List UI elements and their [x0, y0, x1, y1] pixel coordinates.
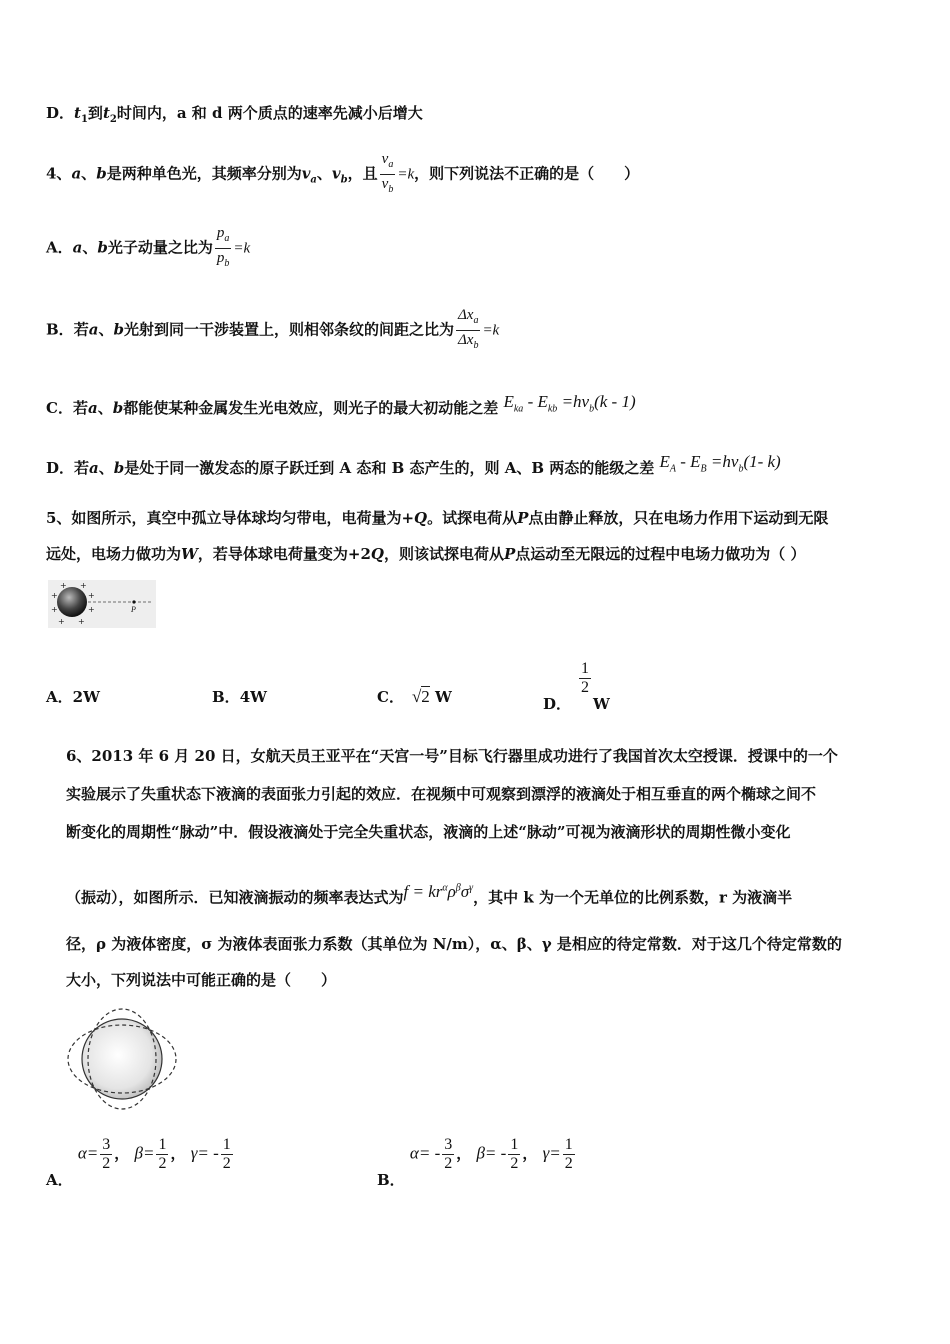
text: ，其中 k 为一个无单位的比例系数，r 为液滴半 — [473, 888, 793, 907]
var-b: b — [97, 238, 108, 257]
unit: W — [435, 688, 452, 706]
svg-text:+: + — [58, 617, 65, 626]
var-a: a — [71, 164, 82, 183]
e: E — [659, 452, 670, 471]
alpha: α — [442, 882, 448, 893]
text: 若 — [72, 399, 88, 417]
gamma-eq: γ= — [542, 1143, 561, 1163]
text: 时间内，a 和 d 两个质点的速率先减小后增大 — [116, 104, 423, 122]
text: ，则下列说法不正确的是（ ） — [414, 164, 640, 183]
den: 2 — [510, 1155, 519, 1172]
droplet-oscillation-figure — [64, 1006, 180, 1112]
question-6-option-b[interactable]: B． α= - $\frac{3}{2}$ ， β= - $\frac{1}{2}$ ， γ= $\frac{1}{2}$ — [377, 1136, 573, 1189]
text: 若 — [73, 320, 89, 339]
sub: b — [340, 174, 348, 186]
t1-sub: 1 — [80, 114, 88, 125]
option-label: A． — [46, 238, 73, 257]
svg-text:+: + — [51, 605, 58, 614]
e: E — [503, 392, 514, 411]
question-6-line-6: 大小，下列说法中可能正确的是（ ） — [66, 971, 337, 989]
option-label: B． — [46, 320, 74, 339]
text: ，若导体球电荷量变为+2 — [197, 545, 371, 563]
e: - E — [676, 452, 701, 471]
sub: b — [224, 258, 230, 269]
text: 5、如图所示，真空中孤立导体球均匀带电，电荷量为+ — [46, 509, 415, 527]
text: 是两种单色光，其频率分别为 — [106, 164, 302, 183]
equals-k: =k — [233, 240, 251, 257]
question-6-line-3: 断变化的周期性“脉动”中．假设液滴处于完全失重状态，液滴的上述“脉动”可视为液滴形状的周期性微小变化 — [66, 823, 791, 841]
text: 到 — [87, 104, 103, 122]
var-a: a — [87, 399, 98, 417]
sub: a — [224, 233, 230, 244]
text: 点由静止释放，只在电场力作用下运动到无限 — [528, 509, 829, 527]
num: p — [216, 225, 225, 241]
fraction — [156, 1136, 168, 1173]
var-a: a — [89, 459, 99, 477]
f: f = kr — [403, 881, 443, 901]
fraction — [579, 660, 591, 697]
var-vb: v — [331, 164, 341, 183]
num: v — [381, 151, 389, 167]
sub: B — [700, 463, 707, 475]
rhs: =hv — [706, 452, 739, 471]
text: 是处于同一激发态的原子跃迁到 A 态和 B 态产生的，则 A、B 两态的能级之差 — [124, 459, 655, 477]
var-w: W — [181, 545, 198, 563]
svg-text:+: + — [88, 591, 95, 600]
option-label: C． — [377, 688, 404, 706]
text: 、 — [316, 164, 332, 183]
sqrt-value: 2 — [421, 687, 430, 706]
beta: β — [455, 882, 461, 893]
var-q: Q — [370, 545, 384, 563]
num: 1 — [510, 1136, 519, 1153]
svg-text:+: + — [80, 581, 87, 590]
fraction — [563, 1136, 575, 1173]
den: v — [381, 176, 389, 192]
option-text: 4W — [239, 688, 267, 706]
question-5-option-d[interactable] — [543, 660, 610, 713]
question-6-line-4 — [66, 881, 793, 908]
sub: a — [310, 174, 317, 186]
text: 远处，电场力做功为 — [46, 545, 182, 563]
sub: b — [388, 184, 394, 195]
energy-formula — [659, 452, 781, 475]
text: 、 — [81, 164, 97, 183]
e: - E — [523, 392, 548, 411]
question-4-option-d[interactable] — [46, 452, 781, 485]
fraction — [100, 1136, 112, 1173]
var-va: v — [301, 164, 311, 183]
option-label: B． — [212, 688, 240, 706]
text: ，则该试探电荷从 — [383, 545, 504, 563]
var-b: b — [112, 399, 124, 417]
option-label: A． — [46, 688, 73, 706]
svg-text:+: + — [88, 605, 95, 614]
sub: b — [589, 403, 595, 415]
point-p-label: P — [131, 605, 136, 614]
gamma: γ — [469, 882, 474, 893]
fraction — [456, 306, 480, 355]
beta-eq: β= — [134, 1143, 155, 1163]
question-5-line-2 — [46, 544, 806, 564]
text: 点运动至无限远的过程中电场力做功为（ ） — [515, 545, 806, 563]
den: 2 — [102, 1155, 111, 1172]
sub: a — [473, 315, 479, 326]
question-5-option-b[interactable] — [212, 686, 267, 707]
rho: ρ — [447, 881, 456, 901]
var-b: b — [96, 164, 107, 183]
fraction — [215, 224, 232, 273]
text: 都能使某种金属发生光电效应，则光子的最大初动能之差 — [123, 399, 499, 417]
ratio-fraction — [380, 150, 396, 199]
num: Δx — [457, 307, 474, 323]
question-4-option-b[interactable] — [46, 306, 499, 355]
text: 光射到同一干涉装置上，则相邻条纹的间距之比为 — [123, 320, 454, 339]
num: 3 — [102, 1136, 111, 1153]
var-b: b — [113, 320, 124, 339]
option-text: 2W — [72, 688, 100, 706]
question-5-line-1 — [46, 508, 828, 528]
tail: (k - 1) — [594, 392, 636, 411]
option-label: D． — [46, 104, 75, 122]
question-5-option-a[interactable] — [46, 686, 100, 707]
text: 若 — [74, 459, 90, 477]
t2-sub: 2 — [109, 114, 117, 125]
t1: t — [74, 104, 81, 122]
energy-formula — [503, 392, 636, 415]
rhs: =hv — [557, 392, 590, 411]
prev-option-d — [46, 103, 423, 130]
var-b: b — [113, 459, 125, 477]
equals-k: =k — [397, 166, 415, 183]
sub: b — [738, 463, 744, 475]
num: 1 — [581, 660, 590, 677]
gamma-eq: γ= - — [190, 1143, 219, 1163]
t2: t — [102, 104, 110, 122]
option-label: C． — [46, 399, 73, 417]
sigma: σ — [460, 881, 470, 901]
text: 、 — [82, 238, 98, 257]
text: 光子动量之比为 — [107, 238, 213, 257]
var-p: P — [517, 509, 529, 527]
question-4-stem — [46, 150, 639, 201]
text: （振动），如图所示．已知液滴振动的频率表达式为 — [66, 888, 404, 907]
text: ，且 — [347, 164, 378, 183]
sub: a — [388, 159, 394, 170]
fraction — [508, 1136, 520, 1173]
fraction — [221, 1136, 233, 1173]
den: 2 — [581, 679, 590, 696]
option-label: B． — [377, 1170, 405, 1189]
beta-eq: β= - — [476, 1143, 507, 1163]
den: p — [216, 250, 225, 266]
charged-sphere-figure — [48, 580, 156, 628]
den: 2 — [564, 1155, 573, 1172]
question-6-option-a[interactable]: A． α= $\frac{3}{2}$ ， β= $\frac{1}{2}$ ， γ= - $\frac{1}{2}$ — [46, 1136, 231, 1189]
alpha-eq: α= - — [409, 1143, 441, 1163]
alpha-eq: α= — [77, 1143, 99, 1163]
sub: A — [669, 463, 676, 475]
text: 、 — [97, 399, 113, 417]
den: 2 — [444, 1155, 453, 1172]
question-4-option-a[interactable] — [46, 224, 250, 273]
den: Δx — [457, 332, 474, 348]
option-label: A． — [46, 1170, 73, 1189]
question-4-option-c[interactable] — [46, 392, 636, 425]
var-a: a — [72, 238, 83, 257]
question-6-line-5: 径，ρ 为液体密度，σ 为液体表面张力系数（其单位为 N/m），α、β、γ 是相应的待定常数．对于这几个待定常数的 — [66, 935, 842, 953]
sqrt-symbol: √2 — [411, 687, 430, 706]
option-label: D． — [543, 694, 572, 713]
sub: b — [473, 340, 479, 351]
svg-text:+: + — [78, 617, 85, 626]
question-6-line-2: 实验展示了失重状态下液滴的表面张力引起的效应．在视频中可观察到漂浮的液滴处于相互垂直的两个椭球之间不 — [66, 785, 817, 803]
option-label: D． — [46, 459, 75, 477]
unit: W — [593, 694, 610, 713]
var-p: P — [503, 545, 516, 563]
fraction — [442, 1136, 454, 1173]
var-q: Q — [414, 509, 428, 527]
frequency-formula — [404, 882, 474, 901]
num: 3 — [444, 1136, 453, 1153]
svg-text:+: + — [51, 591, 58, 600]
text: 、 — [98, 320, 114, 339]
equals-k: =k — [482, 322, 500, 339]
sub: kb — [547, 403, 558, 415]
question-6-line-1: 6、2013 年 6 月 20 日，女航天员王亚平在“天宫一号”目标飞行器里成功进行了我国首次太空授课．授课中的一个 — [66, 747, 838, 765]
tail: (1- k) — [743, 452, 781, 471]
den: 2 — [222, 1155, 231, 1172]
sub: ka — [513, 403, 524, 415]
text: 、 — [98, 459, 114, 477]
den: 2 — [158, 1155, 167, 1172]
text: 。试探电荷从 — [427, 509, 518, 527]
num: 1 — [222, 1136, 231, 1153]
text: 4、 — [46, 164, 72, 183]
num: 1 — [158, 1136, 167, 1153]
question-5-option-c[interactable] — [377, 686, 452, 707]
num: 1 — [564, 1136, 573, 1153]
var-a: a — [88, 320, 99, 339]
svg-text:+: + — [60, 581, 67, 590]
